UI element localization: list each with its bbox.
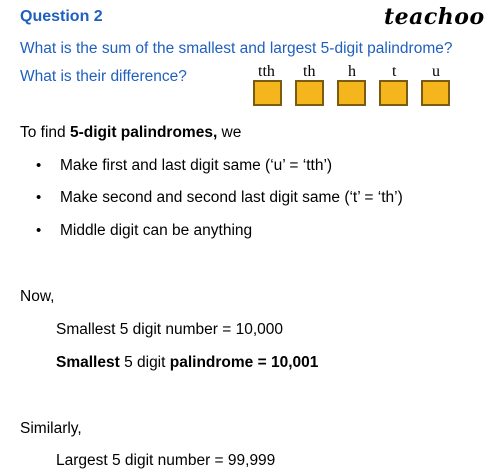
place-label-tth: tth: [258, 63, 275, 80]
bullet-item-3: Middle digit can be anything: [60, 222, 253, 239]
bullet-dot: •: [36, 157, 42, 174]
question-text-line1: What is the sum of the smallest and largest 5-digit palindrome?: [20, 40, 453, 57]
digit-box-u: [421, 80, 450, 106]
question-label: Question 2: [20, 8, 103, 25]
bullet-dot: •: [36, 189, 42, 206]
digit-box-th: [295, 80, 324, 106]
place-label-t: t: [392, 63, 397, 80]
similarly-label: Similarly,: [20, 420, 82, 437]
smallest-palindrome-line: [56, 354, 318, 372]
bullet-item-2: Make second and second last digit same (‘t’ = ‘th’): [60, 189, 403, 206]
place-label-th: th: [303, 63, 316, 80]
now-label: Now,: [20, 288, 55, 305]
question-text-line2: What is their difference?: [20, 68, 187, 85]
place-label-u: u: [432, 63, 440, 80]
bullet-dot: •: [36, 222, 42, 239]
digit-box-h: [337, 80, 366, 106]
intro-text: [20, 124, 241, 142]
bullet-item-1: Make first and last digit same (‘u’ = ‘tth’): [60, 157, 333, 174]
teachoo-logo: teachoo: [384, 4, 485, 30]
intro-suffix: we: [217, 124, 242, 141]
intro-prefix: To find: [20, 124, 70, 141]
digit-box-tth: [253, 80, 282, 106]
place-label-h: h: [348, 63, 356, 80]
intro-bold: 5-digit palindromes,: [69, 124, 218, 141]
largest-number-line: Largest 5 digit number = 99,999: [56, 452, 276, 469]
smallest-palindrome-bold-2: palindrome = 10,001: [169, 354, 319, 371]
digit-box-t: [379, 80, 408, 106]
smallest-palindrome-mid: 5 digit: [119, 354, 170, 371]
smallest-number-line: Smallest 5 digit number = 10,000: [56, 321, 284, 338]
smallest-palindrome-bold-1: Smallest: [56, 354, 120, 371]
